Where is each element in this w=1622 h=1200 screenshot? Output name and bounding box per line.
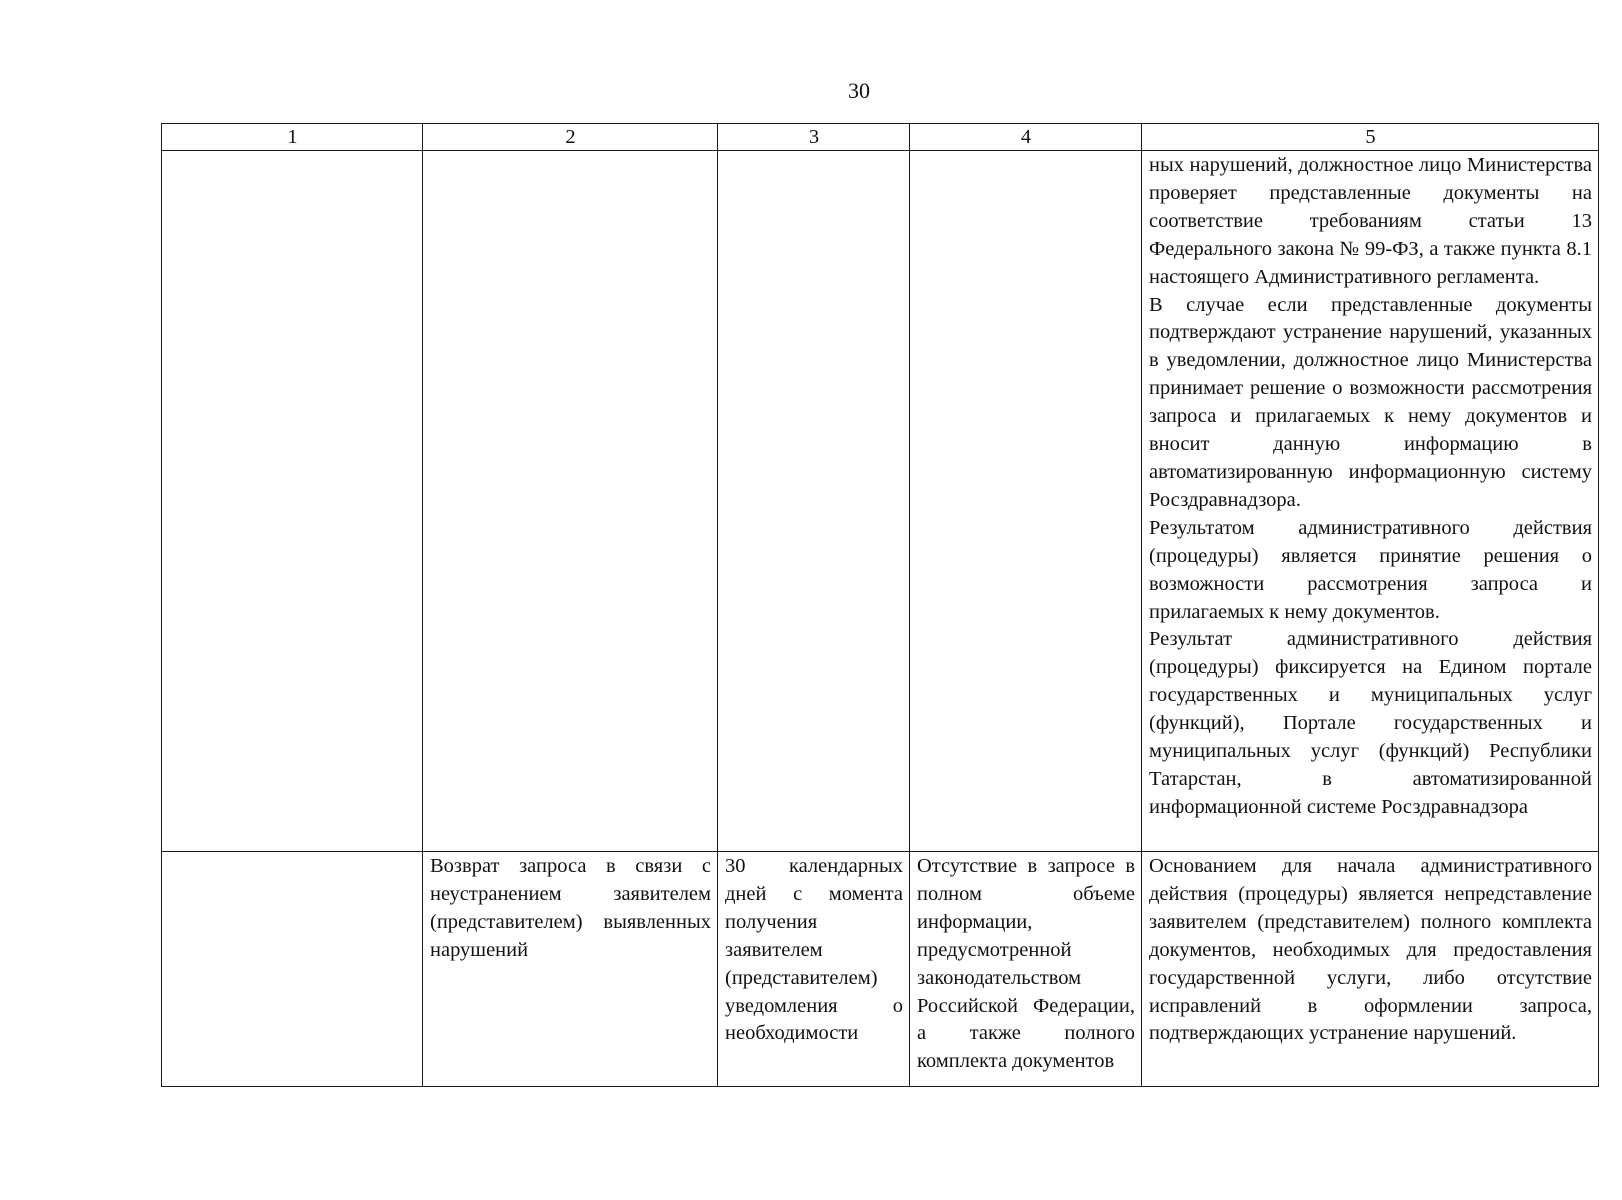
cell-col-5	[1142, 151, 1599, 852]
header-col-1: 1	[162, 124, 423, 151]
action-deadline: 30 календарных дней с момента получения заявителем (представителем) уведомления о необходимости	[725, 855, 903, 1045]
regulation-table	[161, 123, 1599, 1087]
cell-col-1	[162, 852, 423, 1087]
cell-col-2	[423, 151, 718, 852]
paragraph-recording: Результат административного действия (процедуры) фиксируется на Едином портале государственных и муниципальных услуг (функций), Портале государственных и муниципальных услуг (функций) Республики Татарстан, в автоматизированной информационной системе Росздравнадзора	[1149, 628, 1592, 818]
cell-col-2	[423, 852, 718, 1087]
header-col-5: 5	[1142, 124, 1599, 151]
table-row	[162, 151, 1599, 852]
cell-col-5	[1142, 852, 1599, 1087]
cell-col-1	[162, 151, 423, 852]
header-col-3: 3	[718, 124, 910, 151]
cell-col-3	[718, 852, 910, 1087]
header-col-2: 2	[423, 124, 718, 151]
paragraph-case: В случае если представленные документы подтверждают устранение нарушений, указанных в уведомлении, должностное лицо Министерства принимает решение о возможности рассмотрения запроса и прилагаемых к нему документов и вносит данную информацию в автоматизированную информационную систему Росздравнадзора.	[1149, 293, 1592, 511]
cell-col-3	[718, 151, 910, 852]
cell-col-4	[910, 852, 1142, 1087]
table-row	[162, 852, 1599, 1087]
action-description: Основанием для начала административного действия (процедуры) является непредставление заявителем (представителем) полного комплекта документов, необходимых для предоставления государственной услуги, либо отсутствие исправлений в оформлении запроса, подтверждающих устранение нарушений.	[1149, 855, 1592, 1045]
header-col-4: 4	[910, 124, 1142, 151]
page-number: 30	[848, 78, 870, 103]
paragraph-result: Результатом административного действия (процедуры) является принятие решения о возможности рассмотрения запроса и прилагаемых к нему документов.	[1149, 516, 1592, 623]
table-header-row	[162, 124, 1599, 151]
cell-col-4	[910, 151, 1142, 852]
action-condition: Отсутствие в запросе в полном объеме информации, предусмотренной законодательством Российской Федерации, а также полного комплекта документов	[917, 855, 1135, 1073]
action-name: Возврат запроса в связи с неустранением заявителем (представителем) выявленных нарушений	[430, 855, 711, 961]
paragraph-continuation: ных нарушений, должностное лицо Министерства проверяет представленные документы на соответствие требованиям статьи 13 Федерального закона № 99-ФЗ, а также пункта 8.1 настоящего Административного регламента.	[1149, 154, 1592, 288]
